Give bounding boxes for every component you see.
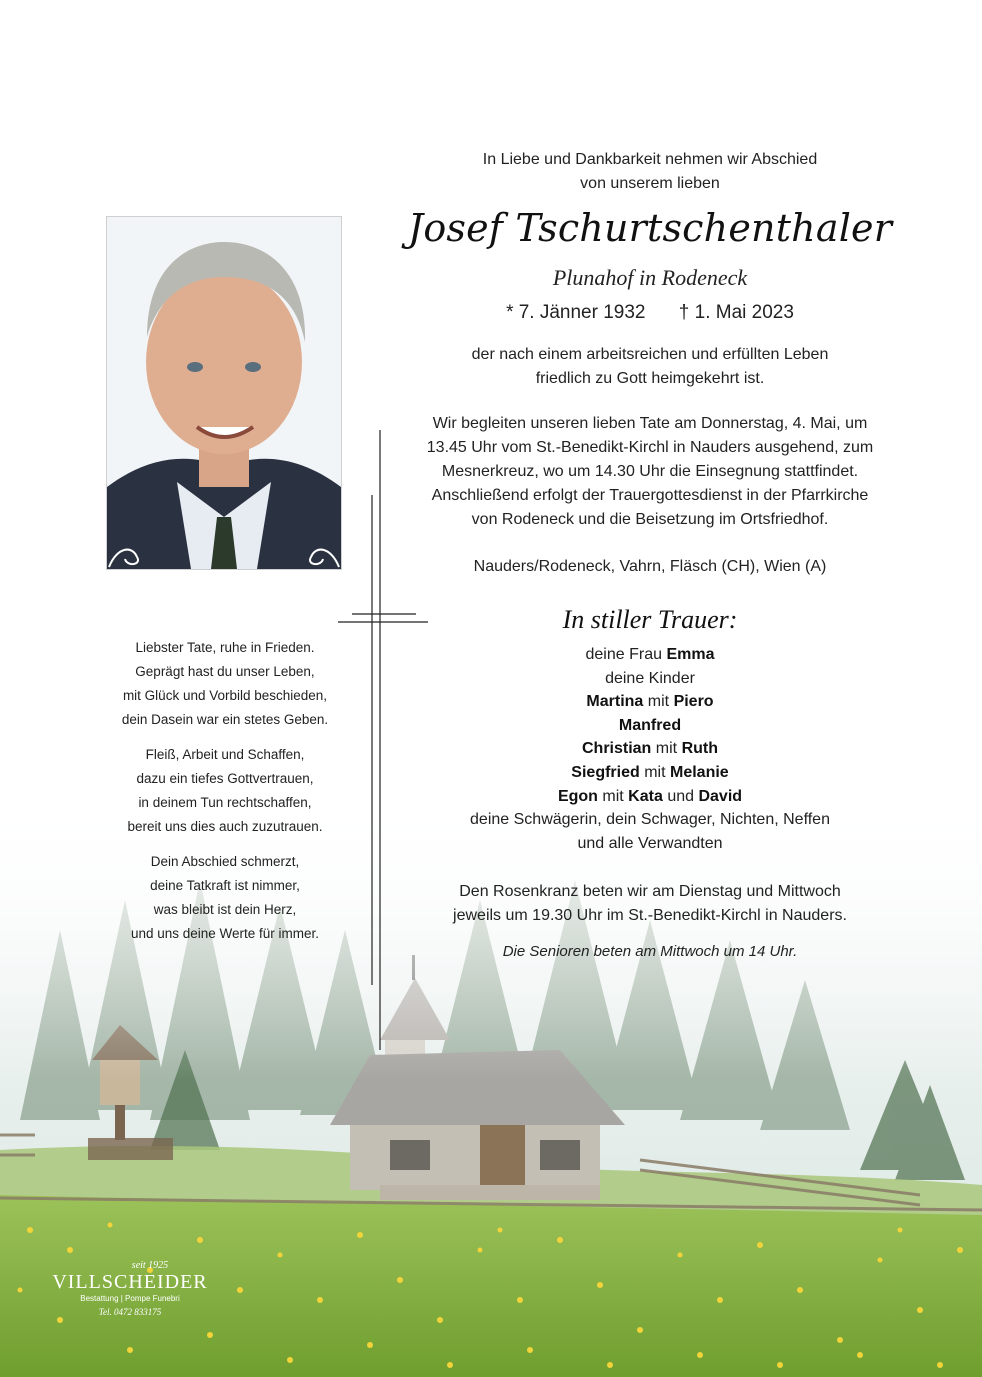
logo-since: seit 1925: [131, 1260, 169, 1271]
logo-phone: Tel. 0472 833175: [98, 1307, 162, 1317]
partner-name: Kata: [628, 787, 663, 805]
partner-name: Melanie: [670, 763, 729, 781]
family-relatives: und alle Verwandten: [577, 834, 723, 852]
poem-stanza-2: [95, 743, 355, 839]
family-child-2: [420, 714, 880, 738]
poem-line: Dein Abschied schmerzt,: [150, 854, 300, 869]
family-child-3: [420, 737, 880, 761]
deceased-name: Josef Tschurtschenthaler: [407, 206, 893, 250]
grief-heading: In stiller Trauer:: [562, 605, 738, 634]
partner-name: David: [698, 787, 743, 805]
funeral-home-logo: [50, 1260, 210, 1317]
logo-subtitle: Bestattung | Pompe Funebri: [80, 1294, 180, 1303]
funeral-text: [400, 412, 900, 532]
portrait-photo: [106, 216, 342, 570]
logo-brand: VILLSCHEIDER: [52, 1271, 208, 1293]
funeral-line-1: Wir begleiten unseren lieben Tate am Donnerstag, 4. Mai, um: [432, 415, 868, 432]
places: Nauders/Rodeneck, Vahrn, Fläsch (CH), Wien (A): [473, 558, 827, 575]
funeral-line-4: Anschließend erfolgt der Trauergottesdienst in der Pfarrkirche: [431, 487, 869, 504]
child-name: Martina: [586, 693, 644, 711]
family-child-5: [420, 785, 880, 809]
connector: und: [667, 787, 695, 805]
poem-line: was bleibt ist dein Herz,: [153, 902, 297, 917]
intro-text: [400, 148, 900, 196]
deceased-farm: Plunahof in Rodeneck: [552, 265, 748, 290]
children-label: deine Kinder: [605, 669, 695, 687]
child-name: Manfred: [618, 716, 682, 734]
wife-prefix: deine Frau: [585, 646, 662, 663]
poem-stanza-1: [95, 636, 355, 732]
funeral-line-2: 13.45 Uhr vom St.-Benedikt-Kirchl in Nauders ausgehend, zum: [426, 439, 874, 456]
family-child-1: [420, 690, 880, 714]
poem-line: in deinem Tun rechtschaffen,: [138, 795, 312, 810]
wife-name: Emma: [666, 646, 715, 663]
connector: mit: [647, 693, 670, 711]
funeral-line-5: von Rodeneck und die Beisetzung im Ortsfriedhof.: [471, 511, 829, 528]
family-child-4: [420, 761, 880, 785]
poem-line: und uns deine Werte für immer.: [130, 926, 320, 941]
family-inlaws: deine Schwägerin, dein Schwager, Nichten, Neffen: [470, 811, 830, 829]
life-dates: [400, 302, 900, 324]
connector: mit: [655, 740, 678, 758]
birth-date: * 7. Jänner 1932: [506, 302, 646, 323]
rosary-line-1: Den Rosenkranz beten wir am Dienstag und Mittwoch: [459, 883, 841, 900]
child-name: Egon: [557, 787, 598, 805]
rosary-line-2: jeweils um 19.30 Uhr im St.-Benedikt-Kirchl in Nauders.: [453, 907, 847, 924]
partner-name: Ruth: [681, 740, 718, 758]
death-date: † 1. Mai 2023: [678, 302, 794, 323]
poem-line: Fleiß, Arbeit und Schaffen,: [145, 747, 305, 762]
life-line-1: der nach einem arbeitsreichen und erfüllten Leben: [471, 346, 829, 363]
poem-line: bereit uns dies auch zuzutrauen.: [127, 819, 323, 834]
poem-line: mit Glück und Vorbild beschieden,: [122, 688, 328, 703]
poem-stanza-3: [95, 850, 355, 946]
partner-name: Piero: [673, 693, 714, 711]
funeral-line-3: Mesnerkreuz, wo um 14.30 Uhr die Einsegnung stattfindet.: [441, 463, 859, 480]
poem-line: dein Dasein war ein stetes Geben.: [121, 712, 329, 727]
intro-line-2: von unserem lieben: [580, 175, 720, 192]
seniors-note: Die Senioren beten am Mittwoch um 14 Uhr.: [502, 943, 798, 960]
connector: mit: [602, 787, 624, 805]
rosary-text: [400, 880, 900, 928]
poem-line: deine Tatkraft ist nimmer,: [150, 878, 300, 893]
poem-line: Liebster Tate, ruhe in Frieden.: [135, 640, 315, 655]
child-name: Siegfried: [571, 763, 640, 781]
portrait-image: [107, 217, 341, 569]
family-wife: [420, 643, 880, 667]
intro-line-1: In Liebe und Dankbarkeit nehmen wir Abschied: [482, 151, 818, 168]
life-line-2: friedlich zu Gott heimgekehrt ist.: [535, 370, 765, 387]
family-list: [420, 643, 880, 855]
life-text: [400, 343, 900, 391]
child-name: Christian: [581, 740, 652, 758]
poem-line: dazu ein tiefes Gottvertrauen,: [136, 771, 314, 786]
poem-line: Geprägt hast du unser Leben,: [135, 664, 315, 679]
connector: mit: [644, 763, 666, 781]
